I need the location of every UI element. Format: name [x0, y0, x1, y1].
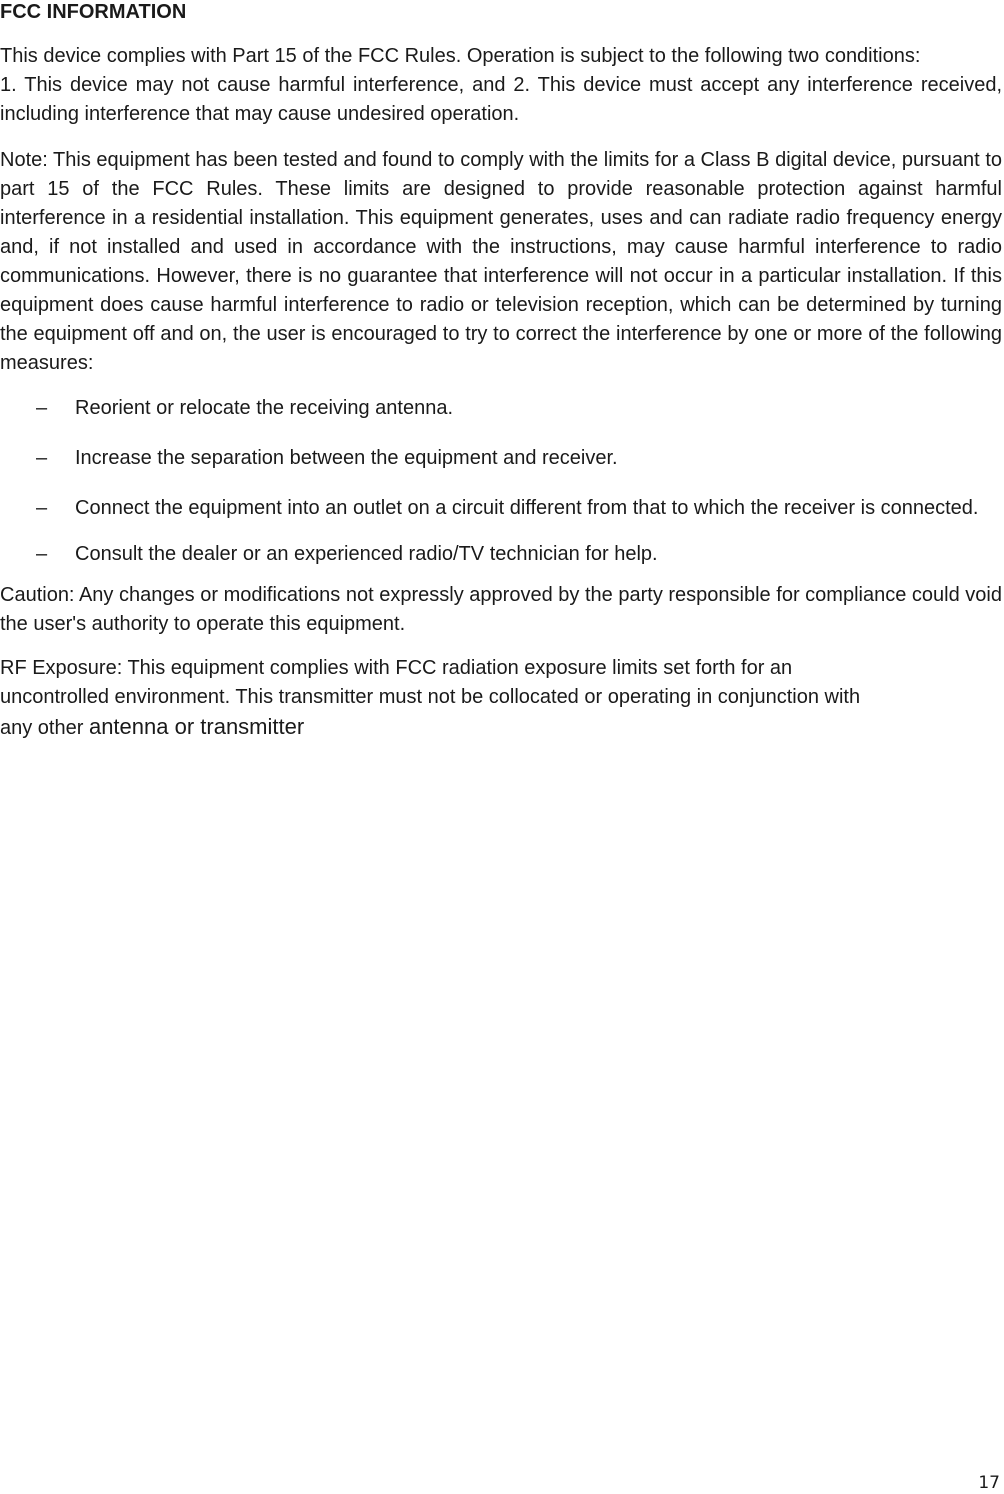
section-title: FCC INFORMATION — [0, 1, 187, 23]
rf-exposure-paragraph — [0, 654, 1002, 743]
list-item — [0, 396, 1002, 420]
list-item — [0, 496, 1002, 520]
list-item — [0, 446, 1002, 470]
list-item-text: Reorient or relocate the receiving antenna. — [75, 397, 454, 419]
rf-exposure-line-2: uncontrolled environment. This transmitter must not be collocated or operating in conjunction with — [0, 686, 861, 708]
note-paragraph: Note: This equipment has been tested and found to comply with the limits for a Class B digital device, pursuant to part 15 of the FCC Rules. These limits are designed to provide reasonable protection against harmful interference in a residential installation. This equipment generates, uses and can radiate radio frequency energy and, if not installed and used in accordance with the instructions, may cause harmful interference to radio communications. However, there is no guarantee that interference will not occur in a particular installation. If this equipment does cause harmful interference to radio or television reception, which can be determined by turning the equipment off and on, the user is encouraged to try to correct the interference by one or more of the following measures: — [0, 149, 1002, 374]
list-item-text: Consult the dealer or an experienced radio/TV technician for help. — [75, 543, 658, 565]
rf-exposure-line-3-start: any other — [0, 717, 89, 739]
conditions-paragraph: 1. This device may not cause harmful interference, and 2. This device must accept any interference received, including interference that may cause undesired operation. — [0, 74, 1002, 125]
rf-exposure-line-1: RF Exposure: This equipment complies with FCC radiation exposure limits set forth for an — [0, 657, 793, 679]
dash-bullet-icon: – — [36, 447, 48, 469]
dash-bullet-icon: – — [36, 497, 48, 519]
intro-paragraph: This device complies with Part 15 of the FCC Rules. Operation is subject to the following two conditions: — [0, 45, 921, 67]
page-number: 17 — [978, 1473, 1000, 1493]
list-item-text: Increase the separation between the equipment and receiver. — [75, 447, 618, 469]
dash-bullet-icon: – — [36, 543, 48, 565]
fcc-information-section — [0, 0, 1002, 743]
dash-bullet-icon: – — [36, 397, 48, 419]
measures-list — [0, 396, 1002, 566]
caution-paragraph: Caution: Any changes or modifications not expressly approved by the party responsible for compliance could void the user's authority to operate this equipment. — [0, 584, 1002, 635]
list-item-text: Connect the equipment into an outlet on a circuit different from that to which the receiver is connected. — [75, 497, 979, 519]
rf-exposure-line-3-end: antenna or transmitter — [88, 714, 305, 739]
list-item — [0, 542, 1002, 566]
